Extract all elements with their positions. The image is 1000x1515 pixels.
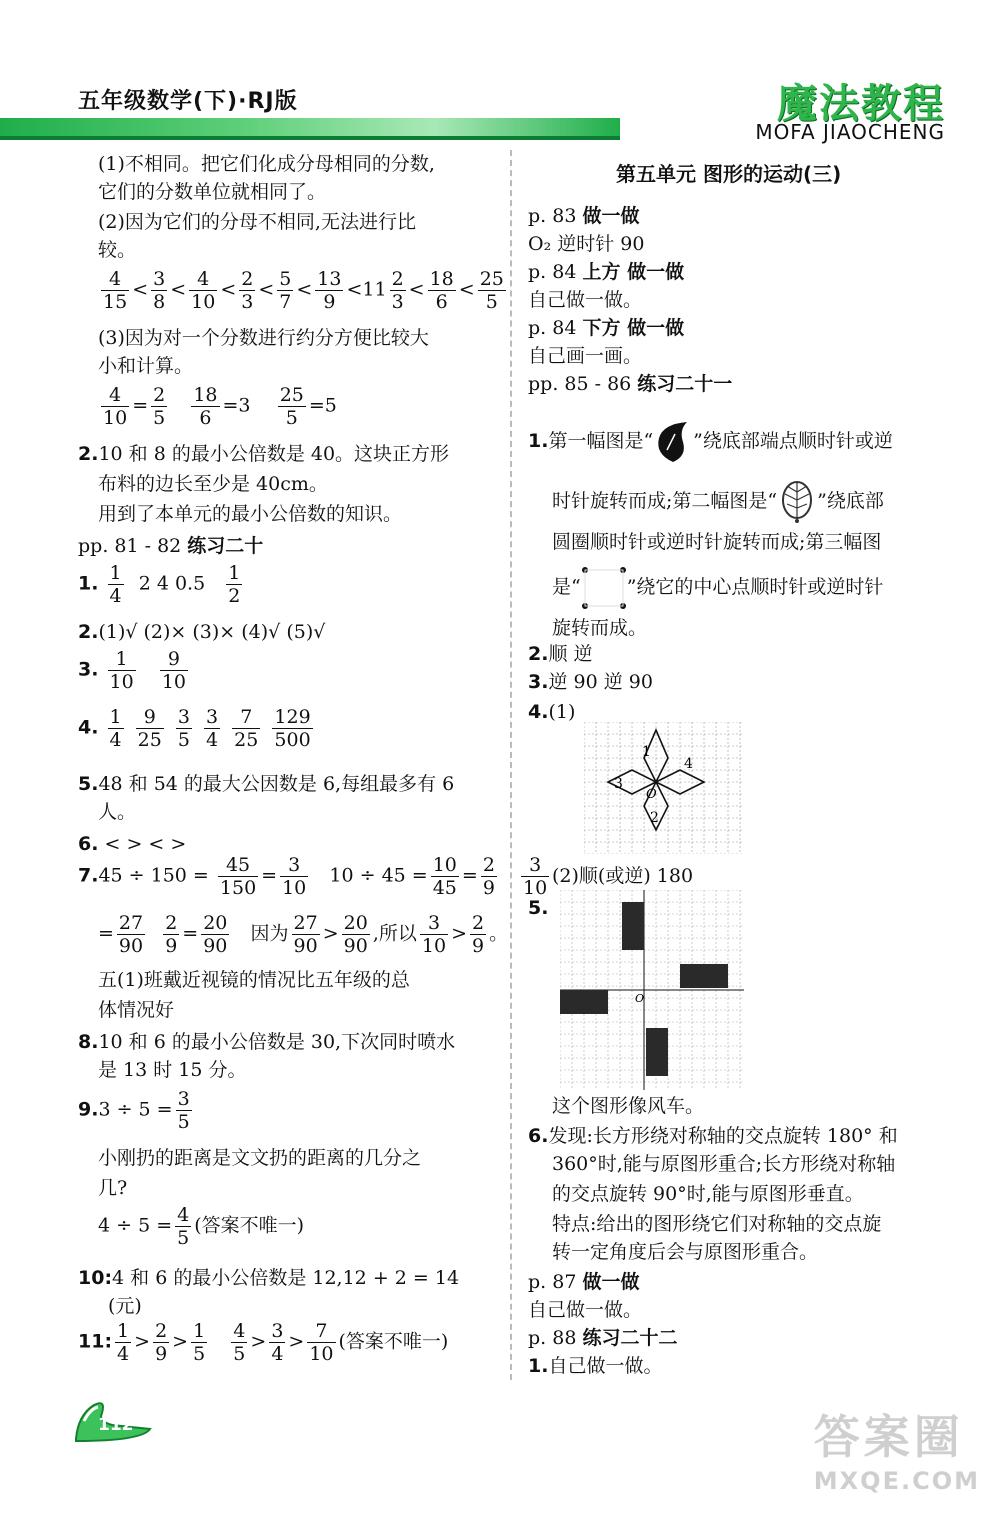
answer-line: 人。 [98, 801, 137, 823]
figure-origin-label: O [646, 787, 657, 802]
answer-line: 布料的边长至少是 40cm。 [98, 473, 328, 495]
flame-leaf-icon [653, 420, 693, 464]
column-divider [510, 150, 512, 1380]
answer-line: 五(1)班戴近视镜的情况比五年级的总 [98, 969, 410, 991]
header-stripe [0, 118, 620, 138]
fraction: $\frac{2}{9}$ [155, 1320, 168, 1365]
operator [167, 717, 173, 739]
answer-1: 1. $\frac{1}{4}$ 2 4 0.5 $\frac{1}{2}$ [78, 562, 241, 607]
answer-line: 自己做一做。 [528, 289, 643, 311]
brand-logo-en: MOFA JIAOCHENG [755, 120, 945, 144]
fraction: $\frac{18}{6}$ [429, 268, 454, 313]
page-number-badge [72, 1395, 152, 1443]
answer-line: 用到了本单元的最小公倍数的知识。 [98, 503, 403, 525]
fraction: $\frac{3}{4}$ [271, 1320, 284, 1365]
watermark-url: MXQE.COM [813, 1467, 980, 1495]
answer-11: 11: $\frac{1}{4}$ > $\frac{2}{9}$ > $\frac{1}{5}$ $\frac{4}{5}$ > $\frac{3}{4}$ > $\frac{7}{10}$ (答案不唯一) [78, 1320, 449, 1365]
operator: > [172, 1330, 189, 1353]
fraction: $\frac{5}{7}$ [279, 268, 292, 313]
question-2: 2.顺 逆 [528, 643, 593, 665]
answer-line: 它们的分数单位就相同了。 [98, 181, 327, 203]
fraction: $\frac{4}{15}$ [103, 268, 128, 313]
operator [263, 717, 269, 739]
answer-line: 特点:给出的图形绕它们对称轴的交点旋 [552, 1213, 882, 1235]
book-title: 五年级数学(下)·RJ版 [78, 89, 298, 114]
answer-line: 体情况好 [98, 999, 175, 1021]
question-1-line2: 时针旋转而成;第二幅图是“ ”绕底部 [552, 480, 884, 524]
question-1: 1.第一幅图是“ ”绕底部端点顺时针或逆 [528, 420, 893, 464]
answer-line: 旋转而成。 [552, 617, 648, 639]
fraction: $\frac{4}{10}$ [191, 268, 216, 313]
operator: > [288, 1330, 305, 1353]
fraction: $\frac{3}{4}$ [206, 706, 219, 751]
figure-label-3: 3 [614, 776, 623, 792]
answer-7: 7.45 ÷ 150 = $\frac{45}{150}$ = $\frac{3}{10}$ 10 ÷ 45 = $\frac{10}{45}$ = $\frac{2}{9}$ $\frac{3}{10}$ [78, 854, 548, 899]
windmill-origin-label: O [635, 992, 645, 1005]
answer-line: 自己画一画。 [528, 345, 643, 367]
operator [98, 717, 104, 739]
fraction: $\frac{7}{25}$ [234, 706, 259, 751]
answer-line: (2)顺(或逆) 180 [552, 865, 694, 887]
page-number: 112 [98, 1415, 134, 1435]
answer-line: 转一定角度后会与原图形重合。 [552, 1241, 819, 1263]
answer-line: 小刚扔的距离是文文扔的距离的几分之 [98, 1147, 422, 1169]
answer-9: 9.3 ÷ 5 = $\frac{3}{5}$ [78, 1088, 190, 1133]
operator: 1 [374, 278, 387, 301]
fraction: $\frac{2}{5}$ [153, 384, 166, 429]
operator [210, 1331, 228, 1353]
watermark-logo: 答案圈 [813, 1410, 964, 1464]
figure-label-2: 2 [650, 810, 659, 826]
fraction: $\frac{13}{9}$ [317, 268, 342, 313]
answer-6: 6. < > < > [78, 833, 187, 855]
section-heading: p. 84 上方 做一做 [528, 261, 685, 283]
operator: <1 [346, 278, 375, 301]
answer-line: 圆圈顺时针或逆时针旋转而成;第三幅图 [552, 531, 882, 553]
operator: < [258, 278, 275, 301]
operator: < [296, 278, 313, 301]
section-heading: p. 83 做一做 [528, 205, 640, 227]
answer-3: 3. $\frac{1}{10}$ $\frac{9}{10}$ [78, 648, 186, 693]
operator: < [408, 278, 425, 301]
reduce-fractions: $\frac{4}{10}$ = $\frac{2}{5}$ $\frac{18}{6}$ =3 $\frac{25}{5}$ =5 [103, 384, 337, 429]
answer-line: (2)因为它们的分母不相同,无法进行比 [98, 211, 416, 233]
fraction: $\frac{4}{5}$ [233, 1320, 246, 1365]
fraction: $\frac{129}{500}$ [274, 706, 311, 751]
answer-5: 5.48 和 54 的最大公因数是 6,每组最多有 6 [78, 773, 455, 795]
section-heading: pp. 81 - 82 练习二十 [78, 535, 264, 557]
operator: < [132, 278, 149, 301]
question-4: 4.(1) [528, 701, 576, 723]
unit-title: 第五单元 图形的运动(三) [616, 162, 842, 186]
answer-line: 是 13 时 15 分。 [98, 1059, 247, 1081]
dotted-square-icon [581, 566, 627, 610]
question-3: 3.逆 90 逆 90 [528, 671, 653, 693]
answer-7-line2: = $\frac{27}{90}$ $\frac{2}{9}$ = $\frac{20}{90}$ 因为 $\frac{27}{90}$ > $\frac{20}{90}$ ,所以 $\frac{3}{10}$ > $\frac{2}{9}$ 。 [98, 912, 509, 957]
section-heading: p. 88 练习二十二 [528, 1327, 678, 1349]
answer-9-line4: 4 ÷ 5 = $\frac{4}{5}$ (答案不唯一) [98, 1204, 305, 1249]
answer-4: 4. $\frac{1}{4}$ $\frac{9}{25}$ $\frac{3}{5}$ $\frac{3}{4}$ $\frac{7}{25}$ $\frac{129}{500}$ [78, 706, 311, 751]
section-heading: p. 84 下方 做一做 [528, 317, 685, 339]
answer-line: 较。 [98, 239, 137, 261]
operator: > [134, 1330, 151, 1353]
fraction: $\frac{18}{6}$ [193, 384, 218, 429]
answer-line: (元) [108, 1295, 142, 1317]
section-heading: p. 87 做一做 [528, 1271, 640, 1293]
fraction: $\frac{25}{5}$ [479, 268, 504, 313]
answer-line: 小和计算。 [98, 355, 194, 377]
fraction: $\frac{1}{5}$ [193, 1320, 206, 1365]
fraction: $\frac{9}{25}$ [137, 706, 162, 751]
figure-label-4: 4 [684, 756, 693, 772]
fraction: $\frac{2}{3}$ [241, 268, 254, 313]
fraction: $\frac{1}{4}$ [109, 706, 122, 751]
fraction: $\frac{25}{5}$ [279, 384, 304, 429]
watermark [814, 1401, 980, 1495]
answer-line: 自己做一做。 [528, 1299, 643, 1321]
note: (答案不唯一) [338, 1330, 449, 1353]
answer-line: 几? [98, 1177, 128, 1199]
header-stripe-dark [0, 136, 620, 140]
operator: > [250, 1330, 267, 1353]
operator: < [458, 278, 475, 301]
fraction: $\frac{2}{3}$ [391, 268, 404, 313]
windmill-grid-figure [560, 890, 744, 1090]
answer-line: 的交点旋转 90°时,能与原图形垂直。 [552, 1183, 864, 1205]
fraction: $\frac{3}{5}$ [177, 706, 190, 751]
answer-10: 10:4 和 6 的最小公倍数是 12,12 + 2 = 14 [78, 1267, 460, 1289]
section-heading: pp. 85 - 86 练习二十一 [528, 373, 733, 395]
answer-line: 360°时,能与原图形重合;长方形绕对称轴 [552, 1153, 896, 1175]
fraction: $\frac{7}{10}$ [309, 1320, 334, 1365]
answer-line: 1.自己做一做。 [528, 1355, 663, 1377]
question-5: 5. [528, 897, 549, 919]
operator [127, 717, 133, 739]
answer-2: 2.(1)√ (2)× (3)× (4)√ (5)√ [78, 621, 326, 643]
operator: < [170, 278, 187, 301]
question-6: 6.发现:长方形绕对称轴的交点旋转 180° 和 [528, 1125, 898, 1147]
fraction-chain [98, 268, 509, 313]
operator [223, 717, 229, 739]
answer-line: (3)因为对一个分数进行约分方便比较大 [98, 327, 429, 349]
answer-line: 这个图形像风车。 [552, 1095, 705, 1117]
brand-logo-cn: 魔法教程 [777, 81, 945, 127]
answer-8: 8.10 和 6 的最小公倍数是 30,下次同时喷水 [78, 1031, 456, 1053]
leaf-icon [777, 480, 817, 524]
rotation-grid-figure [584, 722, 744, 854]
figure-label-1: 1 [642, 744, 651, 760]
fraction: $\frac{3}{8}$ [153, 268, 166, 313]
fraction: $\frac{4}{10}$ [103, 384, 128, 429]
fraction: $\frac{1}{4}$ [117, 1320, 130, 1365]
answer-line: O₂ 逆时针 90 [528, 233, 645, 255]
question-2: 2.10 和 8 的最小公倍数是 40。这块正方形 [78, 443, 450, 465]
question-1-line4: 是“ ”绕它的中心点顺时针或逆时针 [552, 566, 883, 610]
operator: < [220, 278, 237, 301]
answer-line: (1)不相同。把它们化成分母相同的分数, [98, 153, 435, 175]
operator [195, 717, 201, 739]
